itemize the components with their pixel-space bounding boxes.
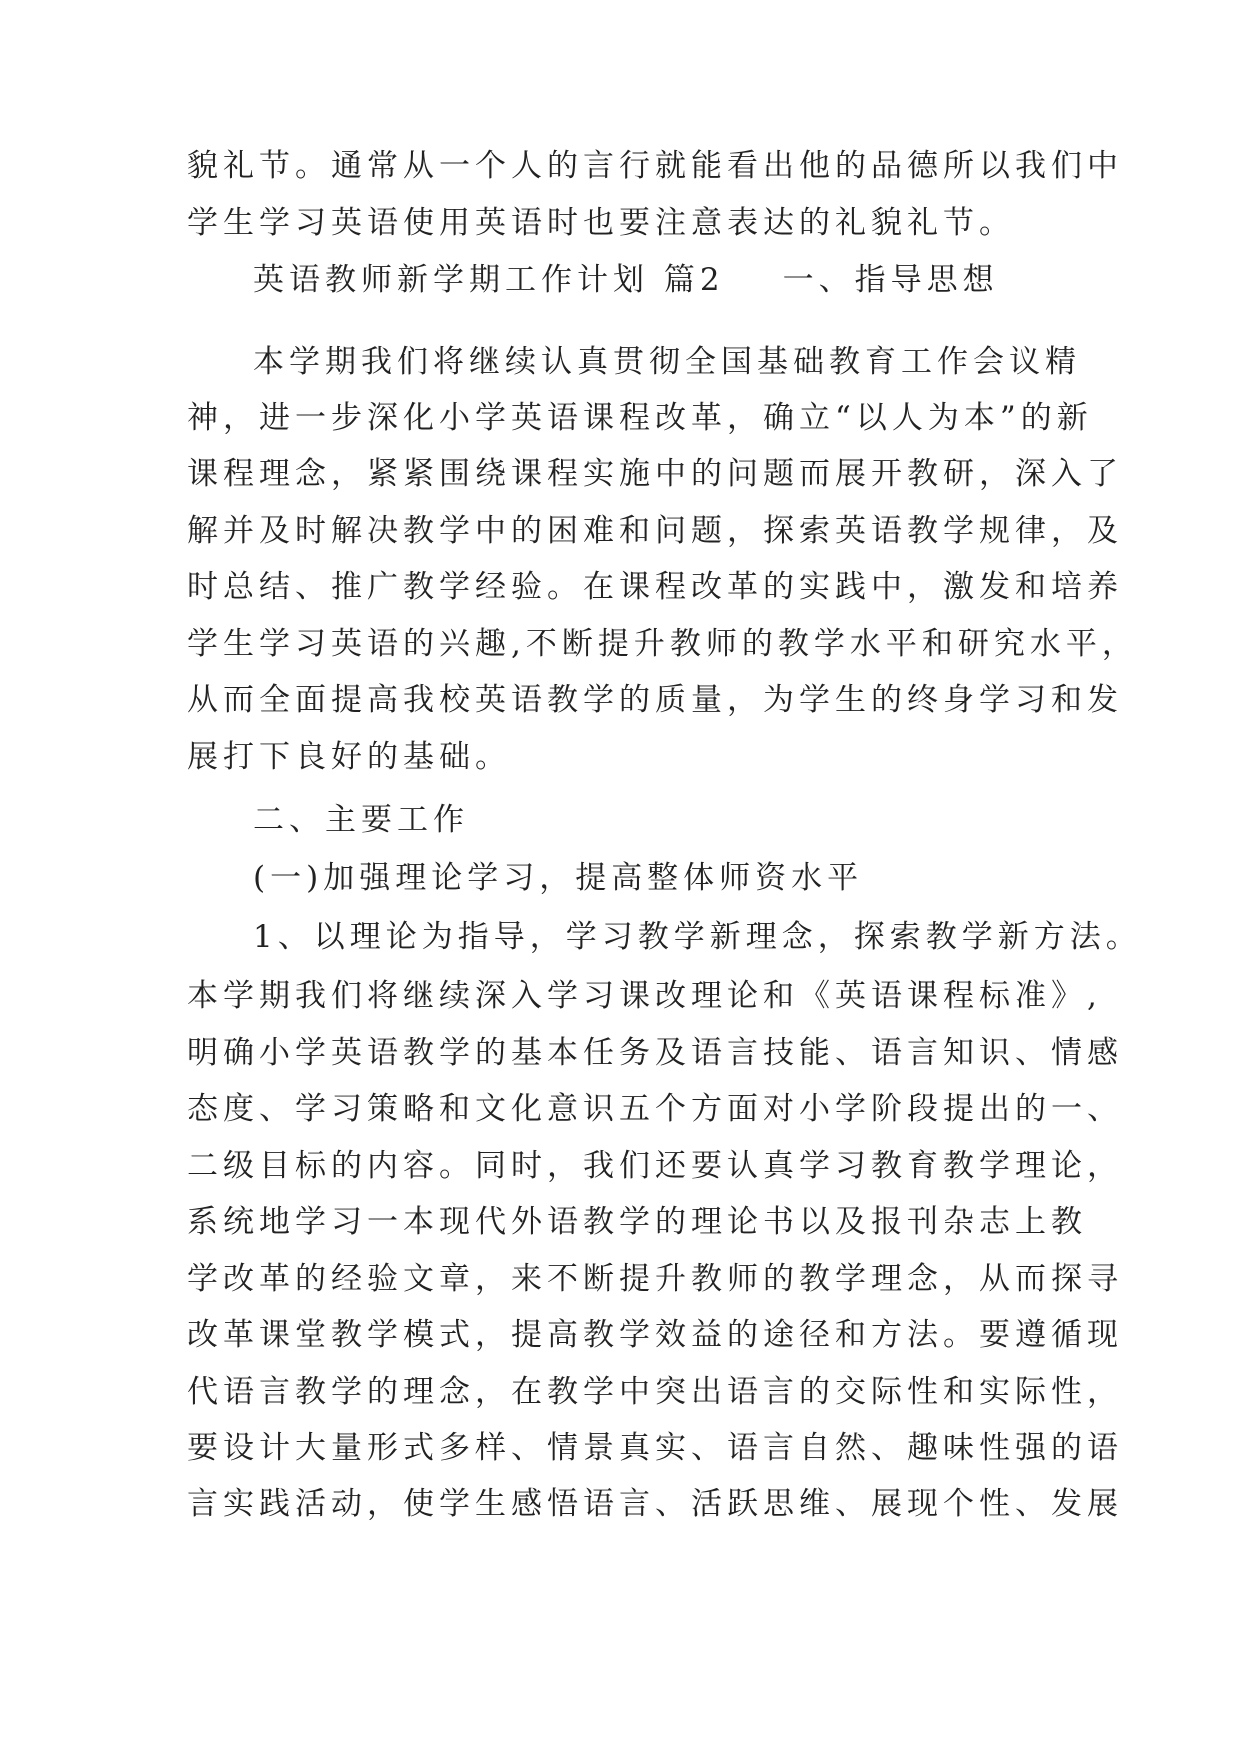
text-line: 1、以理论为指导，学习教学新理念，探索教学新方法。 xyxy=(253,919,1142,955)
text-line: 本学期我们将继续认真贯彻全国基础教育工作会议精 xyxy=(253,344,1081,380)
section-title: 英语教师新学期工作计划 篇2 xyxy=(253,262,725,298)
text-line: 时总结、推广教学经验。在课程改革的实践中，激发和培养 xyxy=(187,569,1123,605)
text-line: 态度、学习策略和文化意识五个方面对小学阶段提出的一、 xyxy=(187,1091,1123,1127)
text-line: 改革课堂教学模式，提高教学效益的途径和方法。要遵循现 xyxy=(187,1317,1123,1353)
text-line: 二级目标的内容。同时，我们还要认真学习教育教学理论， xyxy=(187,1148,1123,1184)
section-heading-line xyxy=(253,260,1133,300)
text-line: 言实践活动，使学生感悟语言、活跃思维、展现个性、发展 xyxy=(187,1486,1123,1522)
text-line: 神，进一步深化小学英语课程改革，确立“以人为本”的新 xyxy=(187,400,1093,436)
text-line: 本学期我们将继续深入学习课改理论和《英语课程标准》, xyxy=(187,978,1102,1014)
subsection-heading: (一)加强理论学习，提高整体师资水平 xyxy=(253,860,864,896)
text-line: 从而全面提高我校英语教学的质量，为学生的终身学习和发 xyxy=(187,682,1123,718)
text-line: 学生学习英语的兴趣,不断提升教师的教学水平和研究水平， xyxy=(187,626,1138,662)
text-line: 展打下良好的基础。 xyxy=(187,739,511,775)
subsection-heading: 二、主要工作 xyxy=(253,802,469,838)
subsection-heading: 一、指导思想 xyxy=(782,262,999,298)
text-line: 课程理念，紧紧围绕课程实施中的问题而展开教研，深入了 xyxy=(187,456,1123,492)
text-line: 学改革的经验文章，来不断提升教师的教学理念，从而探寻 xyxy=(187,1261,1123,1297)
text-line: 系统地学习一本现代外语教学的理论书以及报刊杂志上教 xyxy=(187,1204,1087,1240)
text-line: 明确小学英语教学的基本任务及语言技能、语言知识、情感 xyxy=(187,1035,1123,1071)
text-line: 学生学习英语使用英语时也要注意表达的礼貌礼节。 xyxy=(187,205,1015,241)
text-line: 代语言教学的理念，在教学中突出语言的交际性和实际性， xyxy=(187,1374,1123,1410)
text-line: 要设计大量形式多样、情景真实、语言自然、趣味性强的语 xyxy=(187,1430,1123,1466)
text-line: 貌礼节。通常从一个人的言行就能看出他的品德所以我们中 xyxy=(187,148,1123,184)
text-line: 解并及时解决教学中的困难和问题，探索英语教学规律，及 xyxy=(187,513,1123,549)
